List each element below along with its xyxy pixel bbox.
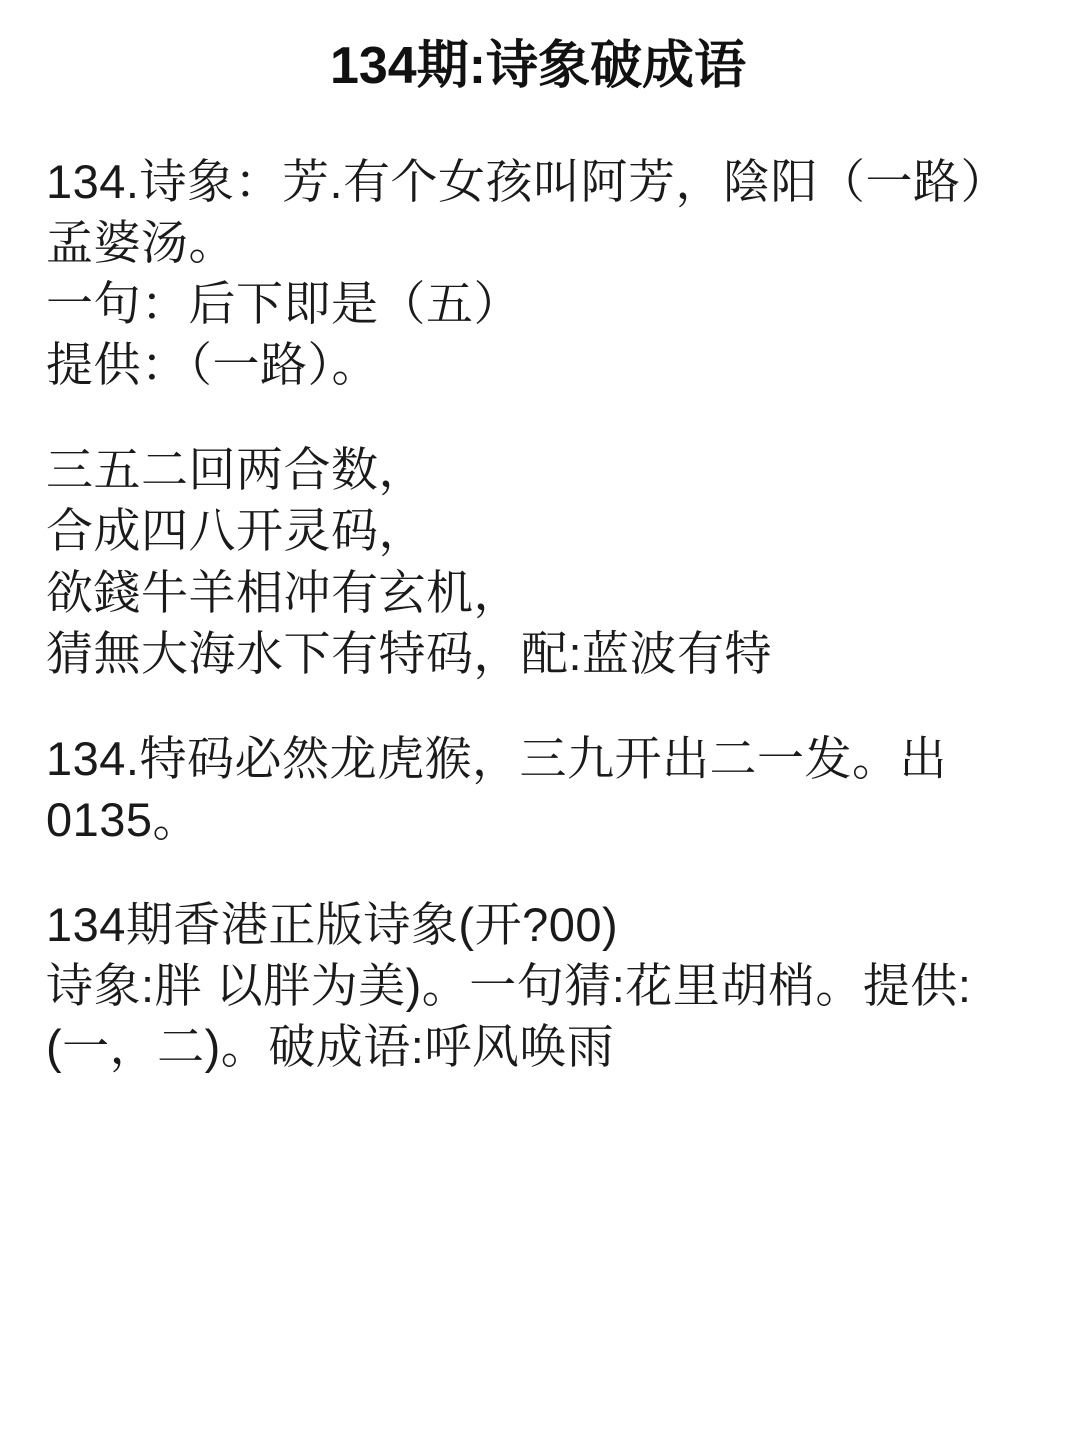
verse-block xyxy=(46,439,1030,683)
text-line: 猜無大海水下有特码，配:蓝波有特 xyxy=(46,626,773,680)
text-line: 一句：后下即是（五） xyxy=(46,277,521,331)
poem-riddle-block xyxy=(46,151,1030,395)
text-line: 欲錢牛羊相冲有玄机， xyxy=(46,565,521,619)
text-line: 提供：（一路）。 xyxy=(46,338,379,392)
text-line: 134.特码必然龙虎猴，三九开出二一发。出0135。 xyxy=(46,731,947,846)
text-line: 三五二回两合数， xyxy=(46,443,426,497)
text-line: 诗象:胖 以胖为美)。一句猜:花里胡梢。提供:(一，二)。破成语:呼风唤雨 xyxy=(46,959,972,1074)
prediction-block xyxy=(46,728,1030,850)
page-title: 134期:诗象破成语 xyxy=(329,37,747,95)
text-line: 134期香港正版诗象(开?00) xyxy=(46,897,619,951)
text-line: 合成四八开灵码， xyxy=(46,504,426,558)
text-line: 134.诗象：芳.有个女孩叫阿芳，陰阳（一路）孟婆汤。 xyxy=(46,155,1009,270)
hongkong-block xyxy=(46,894,1030,1077)
